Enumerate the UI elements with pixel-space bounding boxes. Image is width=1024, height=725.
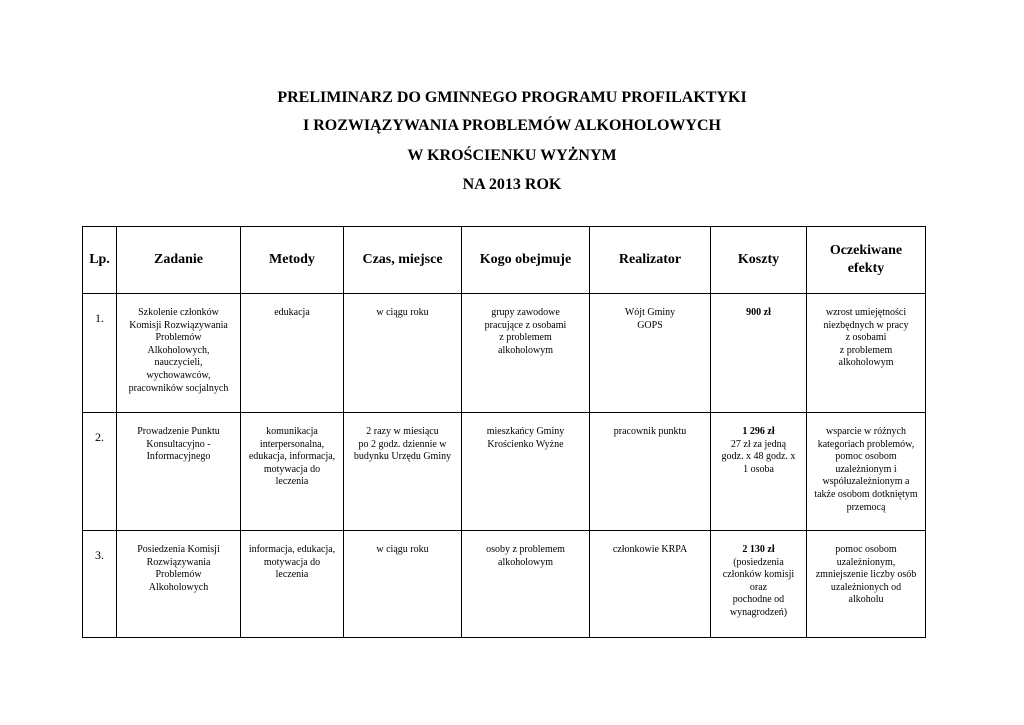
cell-zadanie [117,531,241,638]
cell-metody-line: motywacja do [263,556,321,568]
header-efekty-line-1: Oczekiwane [829,243,903,258]
cell-oczekiwane-efekty-line: także osobom dotkniętym [814,488,918,500]
header-kogo-obejmuje: Kogo obejmuje [462,227,590,294]
cell-zadanie-line: Posiedzenia Komisji [137,544,220,555]
cell-metody-line: edukacja, informacja, [248,451,336,463]
cell-oczekiwane-efekty [807,531,926,638]
table-body [83,294,926,638]
cell-zadanie-line: Komisji Rozwiązywania [129,319,228,331]
cell-kogo-obejmuje-line: mieszkańcy Gminy [486,426,565,437]
cell-kogo-obejmuje-line: Krościenko Wyżne [487,438,564,450]
cell-kogo-obejmuje [462,531,590,638]
cell-koszty [711,294,807,413]
cell-realizator [590,294,711,413]
cell-zadanie [117,413,241,531]
table-row [83,413,926,531]
cell-zadanie-line: Prowadzenie Punktu [137,426,220,437]
cell-metody [241,531,344,638]
header-realizator: Realizator [590,227,711,294]
cell-zadanie-line: Informacyjnego [146,451,211,463]
cell-czas-miejsce-line: budynku Urzędu Gminy [353,451,452,463]
cell-metody [241,413,344,531]
cell-metody-line: interpersonalna, [259,438,325,450]
cell-kogo-obejmuje-line: grupy zawodowe [491,307,560,318]
cell-koszty [711,413,807,531]
cell-kogo-obejmuje-line: alkoholowym [498,344,553,356]
cell-zadanie-line: pracowników socjalnych [128,382,229,394]
cell-zadanie-line: Problemów [155,569,202,581]
cell-czas-miejsce [344,294,462,413]
cost-detail-line: 27 zł za jedną [730,438,787,450]
cost-amount: 1 296 zł [742,426,775,437]
table-row [83,531,926,638]
cell-kogo-obejmuje-line: osoby z problemem [486,544,565,555]
cell-lp: 1. [83,294,117,413]
document-title-line-4: NA 2013 ROK [462,176,562,193]
cell-realizator-line: pracownik punktu [613,426,687,437]
cell-czas-miejsce-line: w ciągu roku [376,544,429,555]
cell-czas-miejsce-line: 2 razy w miesiącu [366,426,439,437]
cell-oczekiwane-efekty-line: wzrost umiejętności [825,307,907,318]
cell-czas-miejsce [344,531,462,638]
cell-zadanie-line: Problemów [155,332,202,344]
cell-kogo-obejmuje-line: pracujące z osobami [484,319,567,331]
document-title-line-1: PRELIMINARZ DO GMINNEGO PROGRAMU PROFILAKTYKI [277,89,747,106]
header-koszty: Koszty [711,227,807,294]
cell-zadanie-line: nauczycieli, [154,357,203,369]
cell-kogo-obejmuje-line: z problemem [499,332,552,344]
document-title-line-2: I ROZWIĄZYWANIA PROBLEMÓW ALKOHOLOWYCH [303,117,721,134]
cost-detail-line: oraz [749,581,768,593]
cell-oczekiwane-efekty [807,413,926,531]
header-oczekiwane-efekty [807,227,926,294]
cell-oczekiwane-efekty-line: przemocą [846,501,886,513]
cost-detail-line: (posiedzenia [733,556,784,568]
cell-realizator-line: GOPS [637,319,663,331]
cell-oczekiwane-efekty-line: pomoc osobom [835,451,897,463]
cell-kogo-obejmuje-line: alkoholowym [498,556,553,568]
cell-oczekiwane-efekty-line: zmniejszenie liczby osób [815,569,917,581]
cost-detail-line: członków komisji [722,569,795,581]
cell-czas-miejsce-line: po 2 godz. dziennie w [358,438,447,450]
cell-metody-line: leczenia [275,569,309,581]
cell-metody-line: informacja, edukacja, [248,544,336,555]
header-czas-miejsce: Czas, miejsce [344,227,462,294]
cell-oczekiwane-efekty-line: kategoriach problemów, [817,438,915,450]
header-zadanie: Zadanie [117,227,241,294]
cell-metody-line: motywacja do [263,463,321,475]
cell-metody [241,294,344,413]
cell-oczekiwane-efekty-line: pomoc osobom [835,544,897,555]
cell-oczekiwane-efekty-line: wsparcie w różnych [826,426,906,437]
cell-oczekiwane-efekty-line: uzależnionym i [835,463,897,475]
cell-lp: 2. [83,413,117,531]
cost-detail-line: godz. x 48 godz. x [721,451,796,463]
cost-detail-line: pochodne od [732,594,785,606]
cell-realizator-line: Wójt Gminy [624,307,676,318]
cell-czas-miejsce-line: w ciągu roku [376,307,429,318]
cell-oczekiwane-efekty-line: współuzależnionym a [822,476,910,488]
cell-zadanie [117,294,241,413]
cell-oczekiwane-efekty [807,294,926,413]
cell-realizator [590,413,711,531]
cost-amount: 2 130 zł [742,544,775,555]
cell-oczekiwane-efekty-line: alkoholu [848,594,884,606]
cell-kogo-obejmuje [462,413,590,531]
document-title-line-3: W KROŚCIENKU WYŻNYM [407,147,617,164]
cell-oczekiwane-efekty-line: uzależnionym, [836,556,896,568]
cost-amount: 900 zł [746,307,771,318]
cell-realizator [590,531,711,638]
header-metody: Metody [241,227,344,294]
cell-zadanie-line: wychowawców, [146,369,211,381]
header-efekty-line-2: efekty [847,261,885,276]
cell-metody-line: edukacja [274,307,310,318]
cell-metody-line: komunikacja [266,426,318,437]
cell-zadanie-line: Alkoholowych [148,581,209,593]
cell-lp: 3. [83,531,117,638]
cell-zadanie-line: Alkoholowych, [147,344,210,356]
cell-zadanie-line: Konsultacyjno - [146,438,211,450]
table-header-row [83,227,926,294]
cell-oczekiwane-efekty-line: niezbędnych w pracy [823,319,909,331]
cell-oczekiwane-efekty-line: uzależnionych od [830,581,902,593]
cost-detail-line: wynagrodzeń) [729,606,788,618]
budget-table [82,226,926,638]
header-lp: Lp. [83,227,117,294]
cell-czas-miejsce [344,413,462,531]
table-row [83,294,926,413]
cell-metody-line: leczenia [275,476,309,488]
cell-kogo-obejmuje [462,294,590,413]
cell-koszty [711,531,807,638]
cell-zadanie-line: Rozwiązywania [146,556,211,568]
cell-realizator-line: członkowie KRPA [612,544,688,555]
cell-oczekiwane-efekty-line: z problemem [839,344,893,356]
cell-oczekiwane-efekty-line: alkoholowym [838,357,894,369]
cost-detail-line: 1 osoba [743,463,774,475]
cell-oczekiwane-efekty-line: z osobami [845,332,887,344]
cell-zadanie-line: Szkolenie członków [138,307,219,318]
